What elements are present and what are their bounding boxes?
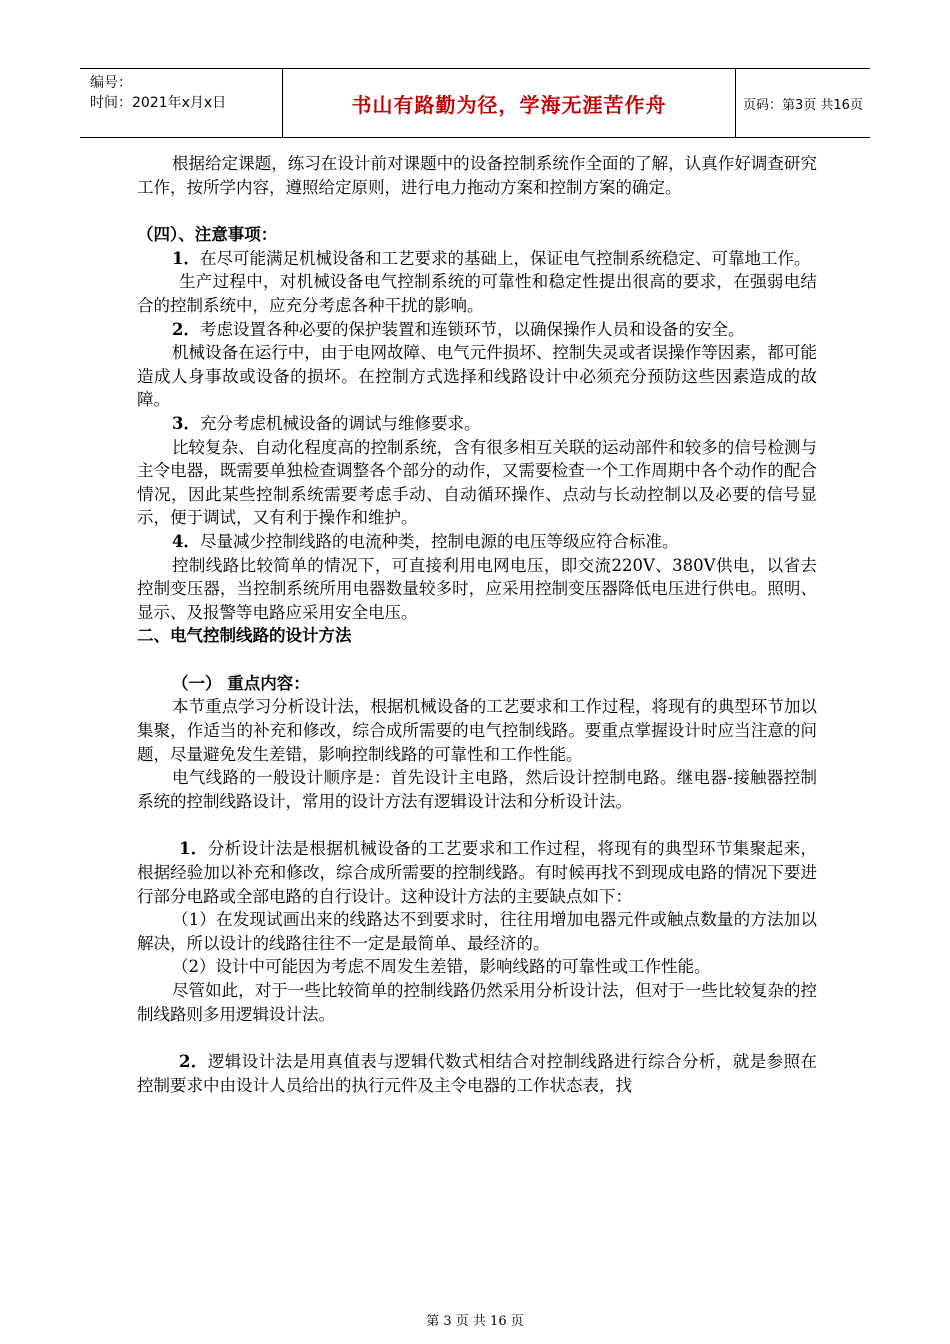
method-1-drawback-1: （1）在发现试画出来的线路达不到要求时，往往用增加电器元件或触点数量的方法加以解决，所以设计的线路往往不一定是最简单、最经济的。 xyxy=(137,910,817,953)
section-2-heading: 二、电气控制线路的设计方法 xyxy=(137,626,352,646)
key-paragraph-1: 本节重点学习分析设计法，根据机械设备的工艺要求和工作过程，将现有的典型环节加以集聚，作适当的补充和修改，综合成所需要的电气控制线路。要重点掌握设计时应当注意的问题，尽量避免发生差错，影响控制线路的可靠性和工作性能。 xyxy=(137,697,817,764)
header-motto: 书山有路勤为径，学海无涯苦作舟 xyxy=(351,92,667,117)
note-2-text: 考虑设置各种必要的保护装置和连锁环节，以确保操作人员和设备的安全。 xyxy=(199,319,745,339)
method-2-text: 逻辑设计法是用真值表与逻辑代数式相结合对控制线路进行综合分析，就是参照在控制要求中由设计人员给出的执行元件及主令电器的工作状态表，找 xyxy=(137,1052,818,1095)
intro-paragraph: 根据给定课题，练习在设计前对课题中的设备控制系统作全面的了解，认真作好调查研究工作，按所学内容，遵照给定原则，进行电力拖动方案和控制方案的确定。 xyxy=(137,154,817,197)
doc-number-label: 编号： xyxy=(90,75,132,91)
note-3-number: 3． xyxy=(172,413,200,433)
note-4 xyxy=(137,530,817,554)
page-header xyxy=(80,68,870,138)
note-2-detail: 机械设备在运行中，由于电网故障、电气元件损坏、控制失灵或者误操作等因素，都可能造成人身事故或设备的损坏。在控制方式选择和线路设计中必须充分预防这些因素造成的故障。 xyxy=(137,343,817,410)
notes-heading: （四）、注意事项： xyxy=(137,225,278,245)
method-2-number: 2． xyxy=(179,1052,208,1072)
note-4-text: 尽量减少控制线路的电流种类，控制电源的电压等级应符合标准。 xyxy=(199,531,679,551)
note-4-number: 4． xyxy=(172,531,200,551)
method-1-drawback-2: （2）设计中可能因为考虑不周发生差错，影响线路的可靠性或工作性能。 xyxy=(172,957,711,977)
method-1-conclusion: 尽管如此，对于一些比较简单的控制线路仍然采用分析设计法，但对于一些比较复杂的控制线路则多用逻辑设计法。 xyxy=(137,981,817,1024)
method-1-number: 1． xyxy=(179,839,208,859)
header-motto-cell xyxy=(282,69,736,137)
note-1-text: 在尽可能满足机械设备和工艺要求的基础上，保证电气控制系统稳定、可靠地工作。 xyxy=(199,248,811,268)
note-2-number: 2． xyxy=(172,319,200,339)
note-3-detail: 比较复杂、自动化程度高的控制系统，含有很多相互关联的运动部件和较多的信号检测与主令电器，既需要单独检查调整各个部分的动作，又需要检查一个工作周期中各个动作的配合情况，因此某些控制系统需要考虑手动、自动循环操作、点动与长动控制以及必要的信号显示，便于调试，又有利于操作和维护。 xyxy=(137,437,817,528)
method-1-text: 分析设计法是根据机械设备的工艺要求和工作过程，将现有的典型环节集聚起来，根据经验加以补充和修改，综合成所需要的控制线路。有时候再找不到现成电路的情况下要进行部分电路或全部电路的自行设计。这种设计方法的主要缺点如下： xyxy=(137,839,818,906)
method-2 xyxy=(137,1050,817,1097)
header-meta xyxy=(80,69,282,141)
note-1-number: 1． xyxy=(172,248,200,268)
note-2 xyxy=(137,318,817,342)
note-4-detail: 控制线路比较简单的情况下，可直接利用电网电压，即交流220V、380V供电，以省去控制变压器，当控制系统所用电器数量较多时，应采用控制变压器降低电压进行供电。照明、显示、及报警等电路应采用安全电压。 xyxy=(137,555,817,622)
page-footer: 第 3 页 共 16 页 xyxy=(426,1314,524,1329)
note-3 xyxy=(137,412,817,436)
key-paragraph-2: 电气线路的一般设计顺序是：首先设计主电路，然后设计控制电路。继电器-接触器控制系统的控制线路设计，常用的设计方法有逻辑设计法和分析设计法。 xyxy=(137,768,817,811)
key-content-heading: （一） 重点内容： xyxy=(172,673,310,693)
doc-date-label: 时间：2021年x月x日 xyxy=(90,95,227,111)
header-page-info: 页码：第3页 共16页 xyxy=(743,97,863,113)
method-1 xyxy=(137,837,817,908)
note-3-text: 充分考虑机械设备的调试与维修要求。 xyxy=(199,413,481,433)
note-1-detail: 生产过程中，对机械设备电气控制系统的可靠性和稳定性提出很高的要求，在强弱电结合的控制系统中，应充分考虑各种干扰的影响。 xyxy=(137,272,817,315)
note-1 xyxy=(137,247,817,271)
document-body xyxy=(137,152,817,1097)
